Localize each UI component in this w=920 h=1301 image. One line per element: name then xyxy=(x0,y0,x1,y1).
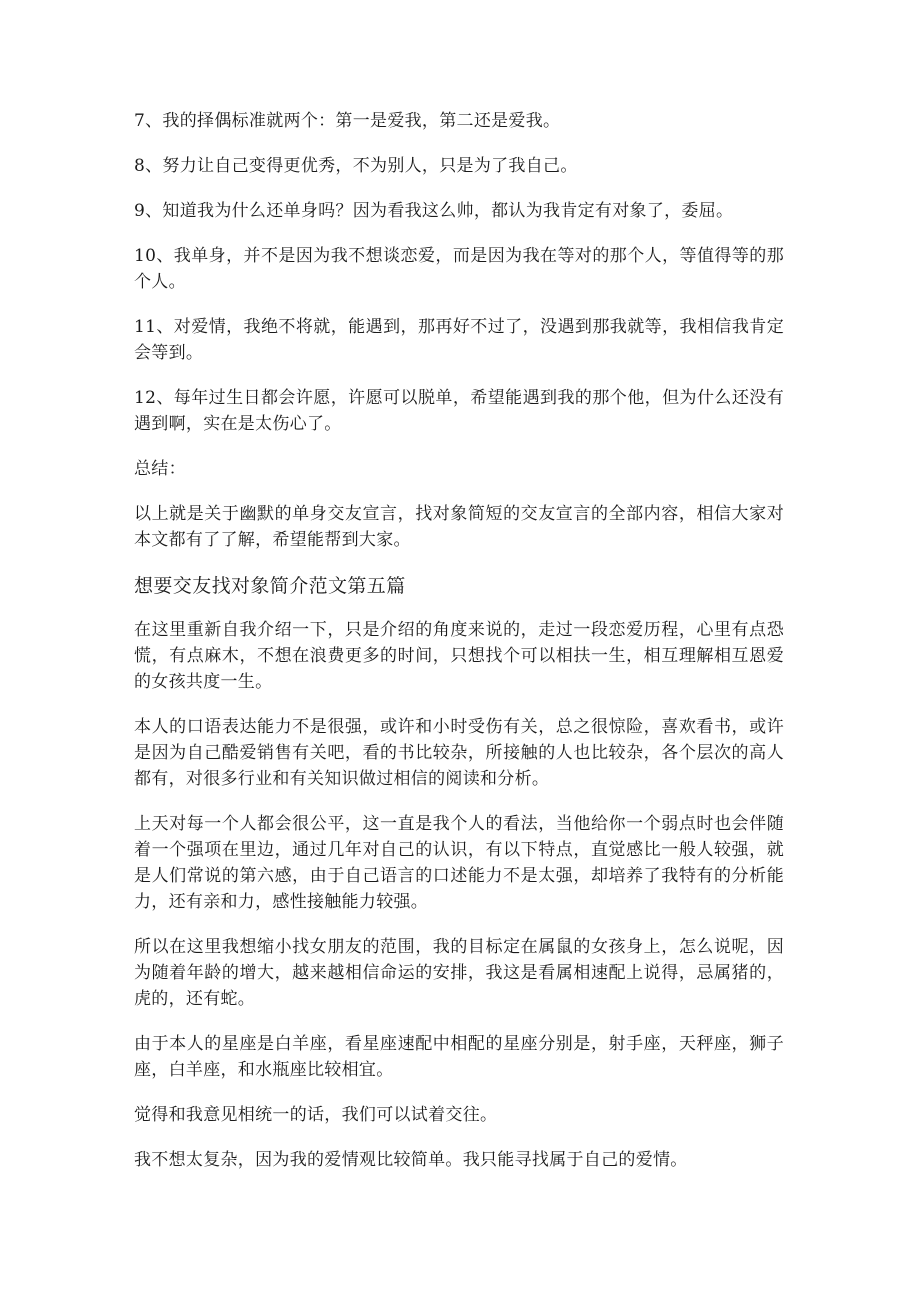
list-item-8: 8、努力让自己变得更优秀，不为别人，只是为了我自己。 xyxy=(134,156,578,176)
list-item-11: 11、对爱情，我绝不将就，能遇到，那再好不过了，没遇到那我就等，我相信我肯定会等到。 xyxy=(134,317,784,363)
list-item-7: 7、我的择偶标准就两个：第一是爱我，第二还是爱我。 xyxy=(134,111,561,131)
body-paragraph-3: 上天对每一个人都会很公平，这一直是我个人的看法，当他给你一个弱点时也会伴随着一个强项在里边，通过几年对自己的认识，有以下特点，直觉感比一般人较强，就是人们常说的第六感，由于自己语言的口述能力不是太强，却培养了我特有的分析能力，还有亲和力，感性接触能力较强。 xyxy=(134,814,784,912)
summary-label: 总结： xyxy=(134,459,186,479)
document-page xyxy=(134,108,784,1192)
list-item-10: 10、我单身，并不是因为我不想谈恋爱，而是因为我在等对的那个人，等值得等的那个人。 xyxy=(134,246,784,292)
body-paragraph-1: 在这里重新自我介绍一下，只是介绍的角度来说的，走过一段恋爱历程，心里有点恐慌，有点麻木，不想在浪费更多的时间，只想找个可以相扶一生，相互理解相互恩爱的女孩共度一生。 xyxy=(134,620,784,692)
body-paragraph-4: 所以在这里我想缩小找女朋友的范围，我的目标定在属鼠的女孩身上，怎么说呢，因为随着年龄的增大，越来越相信命运的安排，我这是看属相速配上说得，忌属猪的，虎的，还有蛇。 xyxy=(134,937,784,1009)
summary-text: 以上就是关于幽默的单身交友宣言，找对象简短的交友宣言的全部内容，相信大家对本文都有了了解，希望能帮到大家。 xyxy=(134,504,784,550)
body-paragraph-7: 我不想太复杂，因为我的爱情观比较简单。我只能寻找属于自己的爱情。 xyxy=(134,1150,688,1170)
body-paragraph-5: 由于本人的星座是白羊座，看星座速配中相配的星座分别是，射手座，天秤座，狮子座，白羊座，和水瓶座比较相宜。 xyxy=(134,1034,784,1080)
section-heading: 想要交友找对象简介范文第五篇 xyxy=(134,575,406,597)
list-item-12: 12、每年过生日都会许愿，许愿可以脱单，希望能遇到我的那个他，但为什么还没有遇到啊，实在是太伤心了。 xyxy=(134,388,784,434)
list-item-9: 9、知道我为什么还单身吗？因为看我这么帅，都认为我肯定有对象了，委屈。 xyxy=(134,201,734,221)
body-paragraph-6: 觉得和我意见相统一的话，我们可以试着交往。 xyxy=(134,1105,498,1125)
body-paragraph-2: 本人的口语表达能力不是很强，或许和小时受伤有关，总之很惊险，喜欢看书，或许是因为自己酷爱销售有关吧，看的书比较杂，所接触的人也比较杂，各个层次的高人都有，对很多行业和有关知识做过相信的阅读和分析。 xyxy=(134,717,784,789)
